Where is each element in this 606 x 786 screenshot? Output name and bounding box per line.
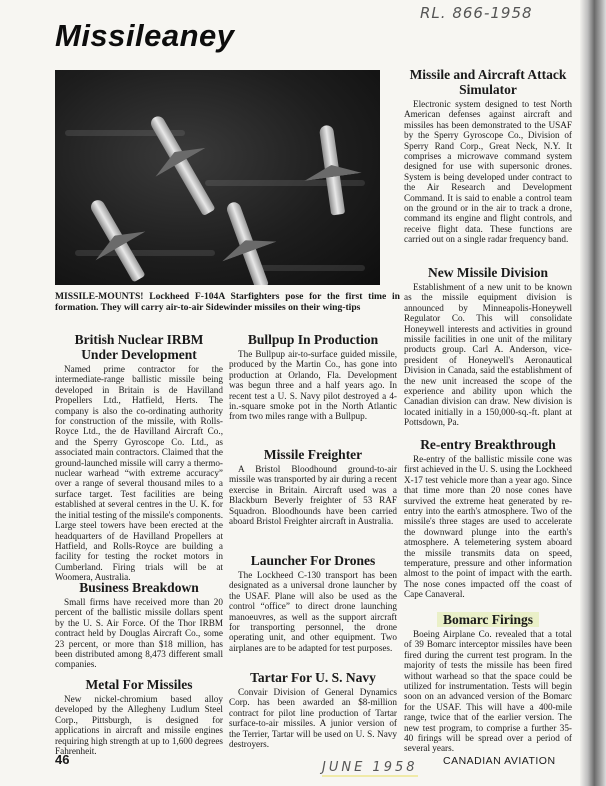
article-business-breakdown xyxy=(55,580,223,670)
article-tartar xyxy=(229,670,397,749)
cloud-streak xyxy=(255,265,365,271)
article-title xyxy=(404,612,572,627)
article-body: The Lockheed C-130 transport has been designated as a universal drone launcher by the USAF. Plane will also be used as the control “office” to direct drone launching manoeuvres, as well as the support aircraft for transporting personnel, the drone operating unit, and other equipment. Two airplanes are to be adapted for test purposes. xyxy=(229,570,397,653)
article-title: Business Breakdown xyxy=(79,580,199,595)
article-body: Electronic system designed to test North American defenses against aircraft and missiles has been demonstrated to the USAF by the Sperry Gyroscope Co., Division of Sperry Rand Corp., Great Neck, N.Y. It comprises a microwave command system designed for use with supersonic drones. System is being developed under contract to the Air Research and Development Command. It is said to enable a control team on the ground or in the air to track a drone, command its engine and flight controls, and receive flight data. These functions are carried out on a single radar frequency band. xyxy=(404,99,572,245)
article-title: Re-entry Breakthrough xyxy=(420,437,556,452)
article-title: Launcher For Drones xyxy=(250,553,376,568)
handwritten-date: JUNE 1958 xyxy=(322,760,418,775)
article-title: Missile Freighter xyxy=(263,447,363,462)
highlighted-title: Bomarc Firings xyxy=(437,612,539,627)
photo-caption: MISSILE-MOUNTS! Lockheed F-104A Starfighters pose for the first time in formation. They will carry air-to-air Sidewinder missiles on their wing-tips xyxy=(55,291,400,313)
article-metal-for-missiles xyxy=(55,677,223,756)
page-binding-shadow xyxy=(580,0,606,786)
article-title: New Missile Division xyxy=(428,265,548,280)
article-reentry-breakthrough xyxy=(404,437,572,600)
article-body: A Bristol Bloodhound ground-to-air missile was transported by air during a recent exercise in Britain. Aircraft used was a Blackburn Beverly freighter of 53 RAF Squadron. Bloodhounds have been carried aboard Bristol Freighter aircraft in Australia. xyxy=(229,464,397,527)
jet-icon xyxy=(88,198,145,283)
article-body: Establishment of a new unit to be known as the missile equipment division is announced by Minneapolis-Honeywell Regulator Co. This will consolidate Honeywell interests and activities in ground missile facilities in one unit of the military products group. Carl A. Anderson, vice-president of Honeywell's Aeronautical Division in Canada, said the establishment of the new unit increased the scope of the experience and ability upon which the Canadian division can draw. New division is located initially in a 150,000-sq.-ft. plant at Pottsdown, Pa. xyxy=(404,282,572,428)
article-title: British Nuclear IRBM Under Development xyxy=(74,332,204,362)
article-body: Convair Division of General Dynamics Corp. has been awarded an $8-million contract for pilot line production of Tartar surface-to-air missiles. A junior version of the Terrier, Tartar will be used on U. S. Navy destroyers. xyxy=(229,687,397,750)
article-launcher-for-drones xyxy=(229,553,397,653)
page-number: 46 xyxy=(55,752,70,767)
cloud-streak xyxy=(75,250,215,256)
article-new-missile-division xyxy=(404,265,572,428)
jet-icon xyxy=(225,200,269,285)
article-title: Bullpup In Production xyxy=(247,332,379,347)
article-bullpup xyxy=(229,332,397,422)
publication-name: CANADIAN AVIATION xyxy=(443,755,556,767)
article-body: Re-entry of the ballistic missile cone was first achieved in the U. S. using the Lockheed X-17 test vehicle more than a year ago. Since that time more than 20 nose cones have survived the extreme heat generated by re-entry into the earth's atmosphere. Two of the missile's three stages are used to accelerate the downward plunge into the earth's atmosphere. A telemetering system aboard the missile transmits data on speed, temperature, pressure and other information almost to the point of impact with the earth. The nose cones impacted off the coast of Cape Canaveral. xyxy=(404,454,572,600)
article-bomarc-firings xyxy=(404,612,572,754)
starfighter-formation-photo xyxy=(55,70,380,285)
article-body: New nickel-chromium based alloy developed by the Allegheny Ludlum Steel Corp., Pittsburgh, is designed for applications in aircraft and missile engines requiring high strength at up to 1,600 degrees Fahrenheit. xyxy=(55,694,223,757)
article-body: The Bullpup air-to-surface guided missile, produced by the Martin Co., has gone into production at Orlando, Fla. Development was begun three and a half years ago. In recent test a U. S. Navy pilot destroyed a 4-in.-square smoke pot in the North Atlantic from two miles range with a Bullpup. xyxy=(229,349,397,422)
handwritten-reference: RL. 866-1958 xyxy=(420,4,533,22)
article-body: Named prime contractor for the intermediate-range ballistic missile being developed in Britain is de Havilland Propellers Ltd., Hatfield, Herts. The company is also the co-ordinating authority for construction of the missile, with Rolls-Royce Ltd., the de Havilland Aircraft Co., and the Sperry Gyroscope Co. Ltd., as associated main contractors. Claimed that the ground-launched missile will carry a thermo-nuclear warhead “with extreme accuracy” over a range of several thousand miles to a surface target. Test facilities are being established at several centres in the U. K. for the initial testing of the missile's components. Large steel towers have been erected at the headquarters of de Havilland Propellers at Hatfield, and Rolls-Royce are building a facility for testing the rocket motors in Cumberland. Firing trials will be at Woomera, Australia. xyxy=(55,364,223,583)
jet-icon xyxy=(319,124,345,215)
article-missile-freighter xyxy=(229,447,397,526)
masthead-title: Missileaney xyxy=(55,18,235,53)
article-title: Tartar For U. S. Navy xyxy=(250,670,376,685)
article-title: Missile and Aircraft Attack Simulator xyxy=(409,67,567,97)
article-british-irbm xyxy=(55,332,223,583)
article-body: Boeing Airplane Co. revealed that a total of 39 Bomarc interceptor missiles have been fired during the current test program. In the majority of tests the missile has been fired without warhead so that the space could be utilized for instrumentation. Tests will begin soon on an advanced version of the Bomarc for the USAF. This will have a 400-mile range, twice that of the earlier version. The new test program, to comprise a further 35-40 firings will be spread over a period of several years. xyxy=(404,629,572,754)
article-attack-simulator xyxy=(404,67,572,245)
article-body: Small firms have received more than 20 percent of the ballistic missile dollars spent by the U. S. Air Force. Of the Thor IRBM contract held by Douglas Aircraft Co., some 23 percent, or more than $18 million, has been distributed among 8,473 different small companies. xyxy=(55,597,223,670)
article-title: Metal For Missiles xyxy=(85,677,193,692)
